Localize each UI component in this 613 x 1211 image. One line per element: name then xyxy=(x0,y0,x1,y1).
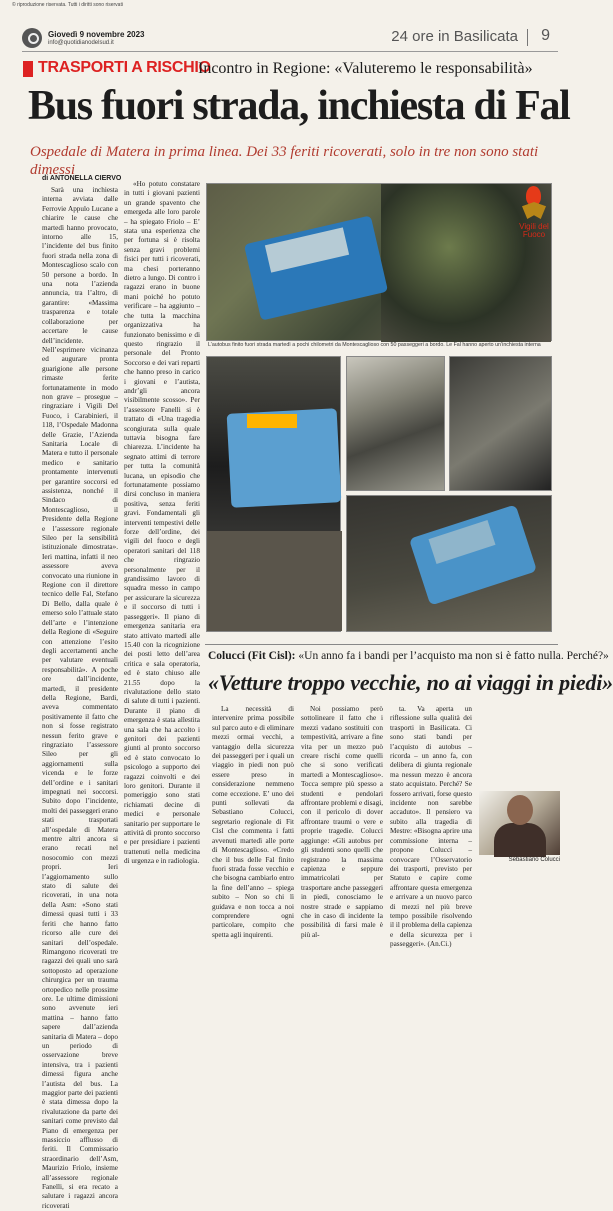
kicker-row xyxy=(22,58,562,82)
kicker-label: TRASPORTI A RISCHIO xyxy=(38,59,211,76)
section-name: 24 ore in Basilicata xyxy=(391,28,518,45)
article-paragraph: «Ho potuto constatare in tutti i giovani pazienti un grande spavento che emergeda alle loro parole – ha spiegato Friolo – E’ stata una esperienza che per fortuna si è risolta senza gravi problemi fisici per tutti i ricoverati, ma chesi porteranno dietro a lungo. Di contro i ragazzi erano in buone mani poiché ho potuto verificare – ha aggiunto – che tutta la macchina organizzativa ha funzionato benissimo e di questo ringrazio il personale del Pronto Soccorso e dei vari reparti che hanno preso in carico i giovani e l’autista, andr’gli ancora visibilmente scosso». Per l’assessore Fanelli si è trattato di «Una tragedia scongiurata sulla quale tuttavia bisogna fare chiarezza. L’incidente ha segnato attimi di terrore per tutta la comunità lucana, un episodio che fortunatamente possiamo dirsi concluso in maniera positiva, senza feriti gravi. Fondamentali gli interventi tempestivi delle forze dell’ordine, dei vigili del fuoco e degli operatori sanitari del 118 che ringrazio personalmente per il grandissimo lavoro di squadra messo in campo per assicurare la sicurezza e il soccorso di tutti i passeggeri». Il piano di emergenza sanitaria era stato attivato martedì alle 15.40 con la ricognizione dei posti letto dell’area critica e sala operatoria, ed è stato chiuso alle 21.55 dopo la rivalutazione dello stato di salute di tutti i pazienti. Durante il piano di emergenza è stata allestita una sala che ha accolto i genitori dei pazienti giunti al pronto soccorso ed è stato convocato lo psicologo a supporto dei ragazzi coinvolti e dei loro genitori. Durante il pomeriggio sono stati richiamati decine di medici e personale sanitario per supportare le attività di pronto soccorso e per presidiare i pazienti trattenuti nella medicina di urgenza e in radiologia. xyxy=(124,180,200,866)
article-paragraph: Sarà una inchiesta interna avviata dalle Ferrovie Appulo Lucane a chiarire le cause che martedì hanno provocato, intorno alle 15, l’incidente del bus finito fuori strada nella zona di Montescaglioso scalo con 50 persone a bordo. In una nota l’azienda annuncia, tra l’altro, di garantire: «Massima trasparenza e totale collaborazione per accertare le cause dell’incidente. Nell’esprimere vicinanza ed augurare pronta guarigione alle persone rimaste ferite fortunatamente in modo non grave – prosegue – ringraziare i Vigili Del Fuoco, i Carabinieri, il 118, l’Ospedale Madonna delle Grazie, l’Azienda Sanitaria Locale di Matera e tutto il personale medico e sanitario prontamente intervenuti per garantire soccorsi ed assistenza, nonché il Sindaco di Montescaglioso, il Presidente della Regione e l’assessore regionale Sileo per la sensibilità istituzionale dimostrata». Ieri mattina, infatti il neo assessore aveva convocato una riunione in Regione con il direttore tecnico delle Fal, Stefano Di Bello, dalla quale è emerso solo l’attuale stato dell’arte e l’intenzione della Regione di «Seguire con attenzione l’esito degli accertamenti anche per valutare eventuali responsabilità». A poche ore dall’incidente, martedì, il presidente della Regione, Bardi, aveva commentato positivamente il fatto che non si fosse registrato nessun ferito grave e ringraziato l’assessore Sileo per gli aggiornamenti sulla vicenda e le forze dell’ordine e i sanitari impegnati nei soccorsi. Subito dopo l’incidente, molti dei passeggeri erano stati trasportati all’ospedale di Matera mentre altri ancora si erano recati nel nosocomio con mezzi propri. Ieri l’aggiornamento sullo stato di salute dei ricoverati, in una nota della Asm: «Sono stati dimessi quasi tutti i 33 feriti che hanno fatto ricorso alle cure dei sanitari dell’ospedale. Rimangono ricoverati tre ragazzi dei quali uno sarà sottoposto ad operazione chirurgica per un trauma ortopedico nelle prossime ore. Le ultime dimissioni sono avvenute ieri mattina – hanno fatto sapere dall’azienda sanitaria di Matera – dopo un periodo di osservazione breve intensiva, tra i pazienti dimessi figura anche l’autista del bus. La maggior parte dei pazienti è stata dimessa dopo la rivalutazione da parte dei sanitari come previsto dal Piano di emergenza per massiccio afflusso di feriti. Il Commissario straordinario dell’Asm, Maurizio Friolo, insieme all’assessore regionale Fanelli, si era recato a salutare i ragazzi ancora ricoverati xyxy=(42,186,118,1210)
sidebar-headline: «Vetture troppo vecchie, no ai viaggi in piedi» xyxy=(208,670,613,695)
sidebar-paragraph: La necessità di intervenire prima possibile sul parco auto e di eliminare mezzi ormai vecchi, a vantaggio della sicurezza dei passeggeri per i quali un viaggio in piedi non può essere preso in considerazione nemmeno come eccezione. E’ uno dei punti sollevati da Sebastiano Colucci, segretario regionale di Fit Cisl che commenta i fatti avvenuti martedì alle porte di Montescaglioso. «Credo che il bus delle Fal finito fuori strada fosse vecchio e che bisogna cambiarlo entro la fine dell’anno – spiega subito – Non so chi lì guidava e non tocca a noi comprendere ogni particolare, compito che spetta agli inquirenti. xyxy=(212,705,294,939)
sidebar-heading xyxy=(208,650,609,662)
ground-area xyxy=(207,531,342,631)
portrait-face xyxy=(507,795,533,825)
article-column-1 xyxy=(42,186,118,1210)
photo-caption-main: L’autobus finito fuori strada martedì a pochi chilometri da Montescaglioso con 50 passeggeri a bordo. Le Fal hanno aperto un’inchiesta interna xyxy=(208,342,541,348)
route-display xyxy=(247,414,297,428)
main-headline: Bus fuori strada, inchiesta di Fal xyxy=(28,83,570,129)
article-column-2 xyxy=(124,180,200,866)
sidebar-column-2 xyxy=(301,705,383,939)
rescue-photo-2 xyxy=(449,356,552,491)
vigili-del-fuoco-label: Vigili del Fuoco xyxy=(519,222,549,239)
bus-side-photo xyxy=(346,495,552,632)
issue-date: Giovedì 9 novembre 2023 xyxy=(48,30,145,39)
portrait-body xyxy=(494,823,546,857)
sidebar-column-3 xyxy=(390,705,472,949)
page-masthead xyxy=(22,28,558,52)
sidebar-column-1 xyxy=(212,705,294,939)
kicker-subtitle: Incontro in Regione: «Valuteremo le responsabilità» xyxy=(198,60,533,77)
sidebar-paragraph: ta. Va aperta un riflessione sulla qualità dei trasporti in Basilicata. Ci sono stati bandi per l’acquisto di autobus – ricorda – un anno fa, con delibera di giunta regionale ma nessun mezzo è ancora stato acquistato. Perché? Se fossero arrivati, forse questo incidente non sarebbe accaduto». Il pensiero va subito alla tragedia di Mestre: «Bisogna aprire una commissione interna – propone Colucci – convocare l’Osservatorio dei trasporti, previsto per Statuto e capire come affrontare questa emergenza e arrivare a un nuovo parco di mezzi nel più breve tempo possibile risolvendo il il problema della capienza e della sicurezza per i passeggeri». (An.Ci.) xyxy=(390,705,472,949)
newspaper-logo-icon xyxy=(22,28,42,48)
page-number: 9 xyxy=(541,27,550,44)
sidebar-name: Colucci (Fit Cisl): xyxy=(208,650,296,662)
portrait-caption: Sebastiano Colucci xyxy=(508,857,560,863)
byline: di ANTONELLA CIERVO xyxy=(42,175,122,182)
portrait-photo xyxy=(479,791,560,855)
eagle-icon xyxy=(522,202,546,219)
bus-front-photo xyxy=(206,356,341,632)
page-separator xyxy=(527,29,528,46)
headline-deck: Ospedale di Matera in prima linea. Dei 33 feriti ricoverati, solo in tre non sono stati dimessi xyxy=(30,144,539,178)
overturned-bus xyxy=(244,215,388,320)
bus-side xyxy=(409,504,537,605)
accident-photo-main xyxy=(206,183,552,341)
contact-email: info@quotidianodelsud.it xyxy=(48,40,114,46)
copyright-notice: © riproduzione riservata. Tutti i diritti sono riservati xyxy=(12,2,123,8)
red-marker xyxy=(23,61,33,77)
sidebar-divider xyxy=(205,644,558,645)
vigili-del-fuoco-logo xyxy=(513,185,555,253)
sidebar-paragraph: Noi possiamo però sottolineare il fatto che i mezzi vadano sostituiti con tempestività, arrivare a fine vita per un mezzo può creare rischi come quelli che si sono verificati martedì a Montescaglioso». Tocca sempre più spesso a studenti e pendolari affrontare problemi e disagi, con il pericolo di dover affrontare traumi o vere e proprie tragedie. Colucci aggiunge: «Gli autobus per gli studenti sono quelli che registrano la massima capienza e seppure immatricolati per trasportare anche passeggeri in piedi, conosciamo le nostre strade e sappiamo che in caso di incidente la possibilità di farsi male è più al- xyxy=(301,705,383,939)
rescue-photo-1 xyxy=(346,356,445,491)
sidebar-quote: «Un anno fa i bandi per l’acquisto ma non si è fatto nulla. Perché?» xyxy=(295,650,609,662)
